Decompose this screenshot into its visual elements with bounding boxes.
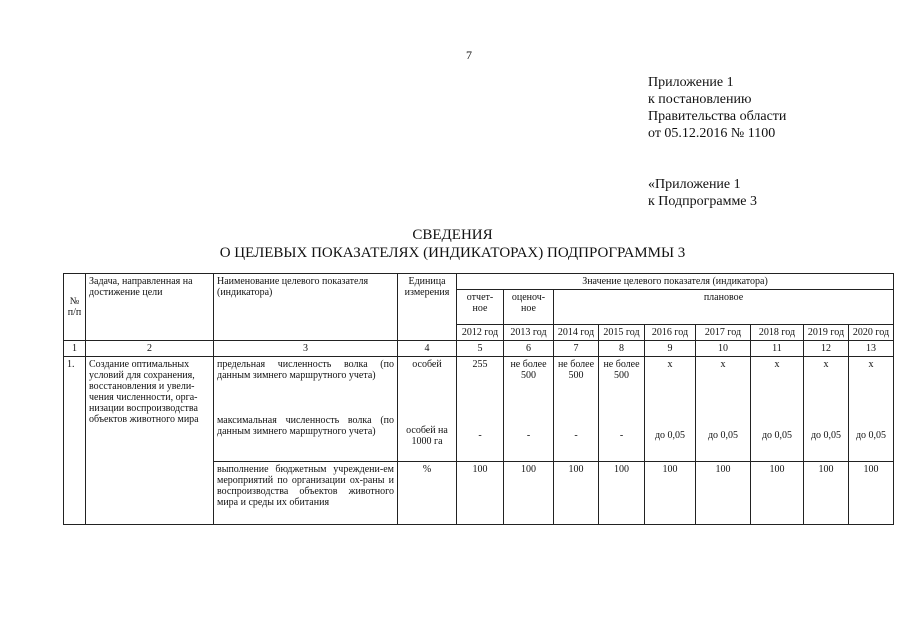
value-text: 100 xyxy=(599,462,645,525)
value-text: х xyxy=(868,359,874,370)
column-number-row xyxy=(64,341,894,357)
value-text: - xyxy=(478,430,482,441)
page-number: 7 xyxy=(466,48,472,62)
year-cell: 2012 год xyxy=(457,325,504,341)
appendix-line: «Приложение 1 xyxy=(648,177,741,192)
value-text: х xyxy=(774,359,780,370)
value-text: не более 500 xyxy=(510,359,547,381)
year-cell: 2020 год xyxy=(849,325,894,341)
appendix-header xyxy=(648,74,786,142)
indicator-name: максимальная численность волка (по данным зимнего маршрутного учета) xyxy=(217,415,394,437)
appendix-line: к Подпрограмме 3 xyxy=(648,194,758,209)
year-cell: 2018 год xyxy=(751,325,804,341)
value-text: не более 500 xyxy=(557,359,595,381)
value-text: до 0,05 xyxy=(855,430,887,441)
header-unit: Единица измерения xyxy=(398,274,457,341)
col-number: 5 xyxy=(457,341,504,357)
header-num: № п/п xyxy=(64,274,86,341)
subprogram-appendix xyxy=(648,176,757,210)
value-cell xyxy=(504,357,554,462)
header-task: Задача, направленная на достижение цели xyxy=(86,274,214,341)
appendix-line: Приложение 1 xyxy=(648,75,734,90)
col-number: 9 xyxy=(645,341,696,357)
value-cell xyxy=(645,357,696,462)
value-cell xyxy=(804,357,849,462)
row-num: 1. xyxy=(64,357,86,525)
appendix-line: к постановлению xyxy=(648,92,752,107)
title-line: О ЦЕЛЕВЫХ ПОКАЗАТЕЛЯХ (ИНДИКАТОРАХ) ПОДПРОГРАММЫ 3 xyxy=(219,245,686,261)
value-cell xyxy=(849,357,894,462)
title-line: СВЕДЕНИЯ xyxy=(412,227,493,243)
header-value: Значение целевого показателя (индикатора) xyxy=(457,274,894,290)
col-number: 10 xyxy=(696,341,751,357)
value-text: х xyxy=(667,359,673,370)
value-text: х xyxy=(823,359,829,370)
header-planned: плановое xyxy=(554,290,894,325)
unit-value: особей xyxy=(412,359,442,370)
value-text: до 0,05 xyxy=(761,430,793,441)
value-text: - xyxy=(574,430,578,441)
header-indicator: Наименование целевого показателя (индикатора) xyxy=(214,274,398,341)
value-text: 100 xyxy=(457,462,504,525)
value-text: 100 xyxy=(554,462,599,525)
col-number: 13 xyxy=(849,341,894,357)
appendix-line: Правительства области xyxy=(648,109,787,124)
value-text: - xyxy=(526,430,531,441)
col-number: 1 xyxy=(64,341,86,357)
appendix-line: от 05.12.2016 № 1100 xyxy=(648,126,776,141)
col-number: 2 xyxy=(86,341,214,357)
col-number: 11 xyxy=(751,341,804,357)
indicators-table xyxy=(63,273,894,525)
document-title xyxy=(0,226,905,262)
header-report: отчет-ное xyxy=(457,290,504,325)
value-text: до 0,05 xyxy=(810,430,842,441)
value-cell xyxy=(457,357,504,462)
header-estimate: оценоч-ное xyxy=(504,290,554,325)
value-text: не более 500 xyxy=(603,359,640,381)
header-row xyxy=(64,274,894,290)
value-text: 100 xyxy=(645,462,696,525)
unit-cell xyxy=(398,357,457,462)
value-text: 100 xyxy=(504,462,554,525)
year-cell: 2017 год xyxy=(696,325,751,341)
table-row xyxy=(64,357,894,462)
year-cell: 2015 год xyxy=(599,325,645,341)
value-text: 100 xyxy=(751,462,804,525)
value-text: - xyxy=(619,430,624,441)
value-cell xyxy=(554,357,599,462)
value-cell xyxy=(696,357,751,462)
col-number: 6 xyxy=(504,341,554,357)
col-number: 4 xyxy=(398,341,457,357)
value-text: 100 xyxy=(804,462,849,525)
unit-value: % xyxy=(398,462,457,525)
value-text: до 0,05 xyxy=(654,430,686,441)
indicator-cell xyxy=(214,357,398,462)
value-cell xyxy=(751,357,804,462)
indicator-name: предельная численность волка (по данным зимнего маршрутного учета) xyxy=(217,359,394,381)
value-text: до 0,05 xyxy=(707,430,739,441)
col-number: 12 xyxy=(804,341,849,357)
value-text: 100 xyxy=(849,462,894,525)
value-text: 255 xyxy=(472,359,488,370)
value-cell xyxy=(599,357,645,462)
task-cell: Создание оптимальных условий для сохранения, восстановления и увели-чения численности, орга-низации воспроизводства объектов животного мира xyxy=(86,357,214,525)
value-text: 100 xyxy=(696,462,751,525)
year-cell: 2019 год xyxy=(804,325,849,341)
unit-value: особей на 1000 га xyxy=(406,425,448,447)
col-number: 8 xyxy=(599,341,645,357)
col-number: 7 xyxy=(554,341,599,357)
indicator-name: выполнение бюджетным учреждени-ем мероприятий по организации ох-раны и воспроизводства объектов животного мира и среды их обитания xyxy=(214,462,398,525)
col-number: 3 xyxy=(214,341,398,357)
year-cell: 2014 год xyxy=(554,325,599,341)
year-cell: 2016 год xyxy=(645,325,696,341)
value-text: х xyxy=(720,359,726,370)
year-cell: 2013 год xyxy=(504,325,554,341)
